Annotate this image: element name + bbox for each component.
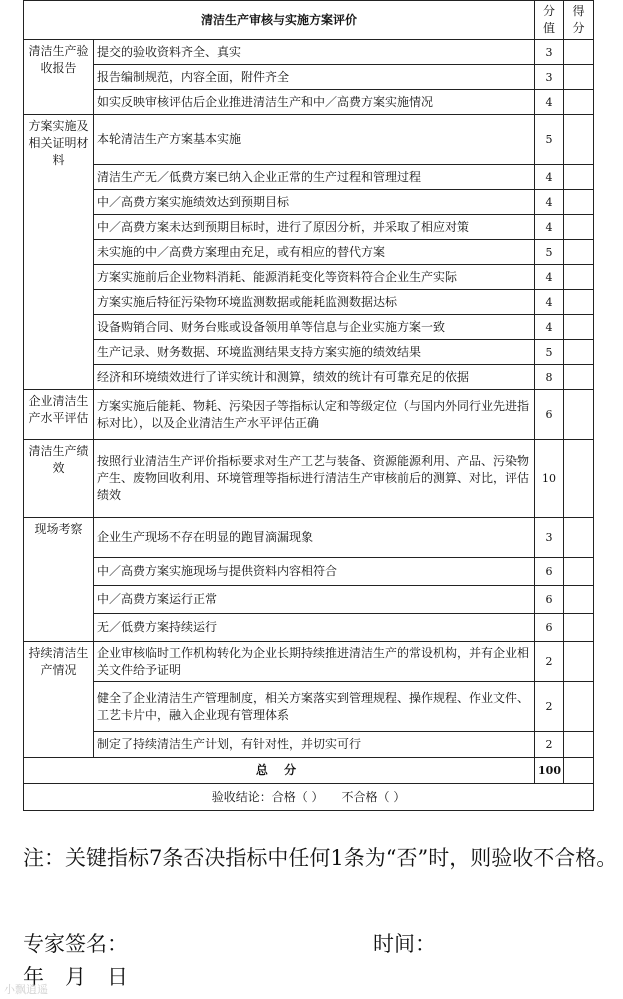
score-cell: 5 (535, 340, 564, 365)
table-row (24, 642, 594, 682)
table-row (24, 90, 594, 115)
score-cell: 4 (535, 315, 564, 340)
score-cell: 3 (535, 65, 564, 90)
header-row (24, 1, 594, 40)
total-score: 100 (535, 758, 564, 784)
category-cell: 企业清洁生产水平评估 (24, 390, 94, 440)
score-cell: 4 (535, 215, 564, 240)
table-row (24, 586, 594, 614)
criterion-text: 中／高费方案实施现场与提供资料内容相符合 (94, 558, 535, 586)
table-row (24, 315, 594, 340)
note-text: 注：关键指标7条否决指标中任何1条为“否”时，则验收不合格。 (23, 846, 618, 870)
got-score-cell[interactable] (564, 390, 594, 440)
got-score-cell[interactable] (564, 586, 594, 614)
got-column-header: 得分 (564, 1, 594, 40)
table-row (24, 115, 594, 165)
time-label: 时间： (373, 932, 436, 956)
got-score-cell[interactable] (564, 265, 594, 290)
got-score-cell[interactable] (564, 682, 594, 732)
evaluation-table (23, 0, 594, 811)
expert-signature-label: 专家签名： (23, 932, 128, 956)
criterion-text: 按照行业清洁生产评价指标要求对生产工艺与装备、资源能源利用、产品、污染物产生、废物回收利用、环境管理等指标进行清洁生产审核前后的测算、对比，评估绩效 (94, 440, 535, 518)
table-row (24, 265, 594, 290)
criterion-text: 未实施的中／高费方案理由充足，或有相应的替代方案 (94, 240, 535, 265)
criterion-text: 方案实施后特征污染物环境监测数据或能耗监测数据达标 (94, 290, 535, 315)
criterion-text: 设备购销合同、财务台账或设备领用单等信息与企业实施方案一致 (94, 315, 535, 340)
date-label: 年 月 日 (23, 965, 128, 989)
category-cell: 持续清洁生产情况 (24, 642, 94, 758)
score-cell: 5 (535, 115, 564, 165)
criterion-text: 企业审核临时工作机构转化为企业长期持续推进清洁生产的常设机构，并有企业相关文件给予证明 (94, 642, 535, 682)
got-score-cell[interactable] (564, 732, 594, 758)
table-row (24, 440, 594, 518)
got-score-cell[interactable] (564, 90, 594, 115)
table-row (24, 215, 594, 240)
got-score-cell[interactable] (564, 340, 594, 365)
score-cell: 6 (535, 558, 564, 586)
total-label: 总 分 (24, 758, 535, 784)
got-score-cell[interactable] (564, 240, 594, 265)
got-score-cell[interactable] (564, 518, 594, 558)
table-row (24, 558, 594, 586)
score-cell: 10 (535, 440, 564, 518)
criterion-text: 方案实施后能耗、物耗、污染因子等指标认定和等级定位（与国内外同行业先进指标对比），以及企业清洁生产水平评估正确 (94, 390, 535, 440)
category-cell: 清洁生产绩效 (24, 440, 94, 518)
table-row (24, 390, 594, 440)
criterion-text: 清洁生产无／低费方案已纳入企业正常的生产过程和管理过程 (94, 165, 535, 190)
table-row (24, 240, 594, 265)
watermark: 小飘逍遥 (4, 983, 48, 996)
table-row (24, 290, 594, 315)
table-row (24, 365, 594, 390)
criterion-text: 生产记录、财务数据、环境监测结果支持方案实施的绩效结果 (94, 340, 535, 365)
got-score-cell[interactable] (564, 115, 594, 165)
conclusion-row (24, 784, 594, 811)
criterion-text: 企业生产现场不存在明显的跑冒滴漏现象 (94, 518, 535, 558)
got-score-cell[interactable] (564, 165, 594, 190)
got-score-cell[interactable] (564, 365, 594, 390)
got-score-cell[interactable] (564, 190, 594, 215)
total-got-cell[interactable] (564, 758, 594, 784)
table-title: 清洁生产审核与实施方案评价 (24, 1, 535, 40)
signature-block (23, 928, 623, 994)
score-column-header: 分值 (535, 1, 564, 40)
got-score-cell[interactable] (564, 558, 594, 586)
score-cell: 3 (535, 40, 564, 65)
criterion-text: 如实反映审核评估后企业推进清洁生产和中／高费方案实施情况 (94, 90, 535, 115)
table-row (24, 682, 594, 732)
criterion-text: 本轮清洁生产方案基本实施 (94, 115, 535, 165)
evaluation-sheet (23, 0, 593, 811)
score-cell: 4 (535, 290, 564, 315)
table-row (24, 732, 594, 758)
category-cell: 清洁生产验收报告 (24, 40, 94, 115)
got-score-cell[interactable] (564, 440, 594, 518)
table-row (24, 65, 594, 90)
got-score-cell[interactable] (564, 290, 594, 315)
criterion-text: 报告编制规范，内容全面，附件齐全 (94, 65, 535, 90)
score-cell: 5 (535, 240, 564, 265)
got-score-cell[interactable] (564, 215, 594, 240)
got-score-cell[interactable] (564, 40, 594, 65)
category-cell: 现场考察 (24, 518, 94, 642)
table-row (24, 40, 594, 65)
score-cell: 8 (535, 365, 564, 390)
table-row (24, 518, 594, 558)
table-row (24, 190, 594, 215)
got-score-cell[interactable] (564, 642, 594, 682)
criterion-text: 健全了企业清洁生产管理制度，相关方案落实到管理规程、操作规程、作业文件、工艺卡片中，融入企业现有管理体系 (94, 682, 535, 732)
criterion-text: 无／低费方案持续运行 (94, 614, 535, 642)
score-cell: 4 (535, 190, 564, 215)
score-cell: 6 (535, 586, 564, 614)
score-cell: 4 (535, 265, 564, 290)
got-score-cell[interactable] (564, 614, 594, 642)
got-score-cell[interactable] (564, 65, 594, 90)
table-row (24, 614, 594, 642)
total-row (24, 758, 594, 784)
score-cell: 3 (535, 518, 564, 558)
table-row (24, 165, 594, 190)
acceptance-conclusion: 验收结论：合格（ ） 不合格（ ） (24, 784, 594, 811)
criterion-text: 经济和环境绩效进行了详实统计和测算，绩效的统计有可靠充足的依据 (94, 365, 535, 390)
score-cell: 4 (535, 165, 564, 190)
criterion-text: 提交的验收资料齐全、真实 (94, 40, 535, 65)
got-score-cell[interactable] (564, 315, 594, 340)
score-cell: 4 (535, 90, 564, 115)
criterion-text: 制定了持续清洁生产计划，有针对性，并切实可行 (94, 732, 535, 758)
score-cell: 2 (535, 682, 564, 732)
criterion-text: 中／高费方案未达到预期目标时，进行了原因分析，并采取了相应对策 (94, 215, 535, 240)
category-cell: 方案实施及相关证明材料 (24, 115, 94, 390)
score-cell: 6 (535, 390, 564, 440)
score-cell: 2 (535, 732, 564, 758)
table-row (24, 340, 594, 365)
score-cell: 6 (535, 614, 564, 642)
criterion-text: 方案实施前后企业物料消耗、能源消耗变化等资料符合企业生产实际 (94, 265, 535, 290)
criterion-text: 中／高费方案实施绩效达到预期目标 (94, 190, 535, 215)
criterion-text: 中／高费方案运行正常 (94, 586, 535, 614)
score-cell: 2 (535, 642, 564, 682)
